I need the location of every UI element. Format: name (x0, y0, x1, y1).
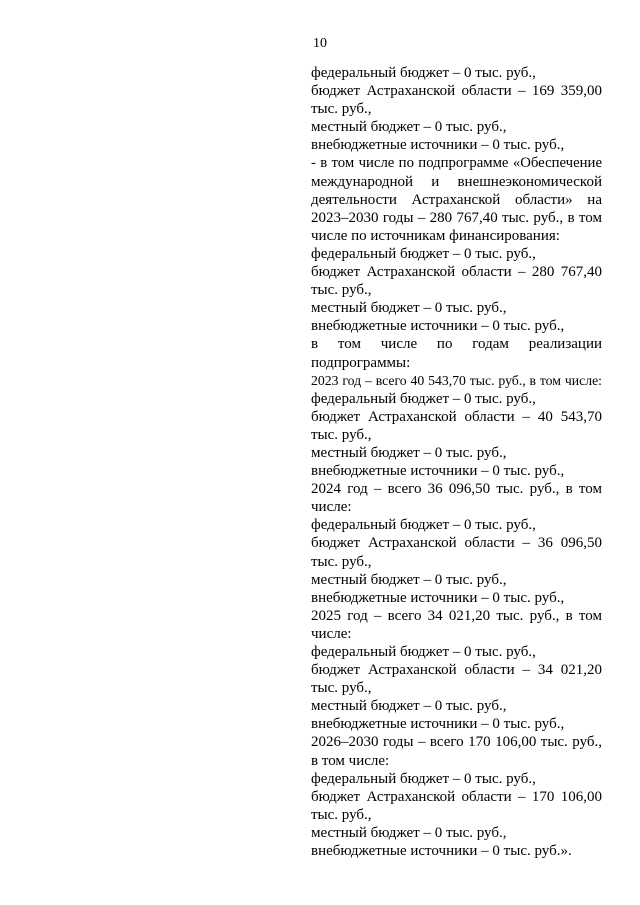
text-line: 2023–2030 годы – 280 767,40 тыс. руб., в том (311, 209, 602, 226)
text-line: внебюджетные источники – 0 тыс. руб., (311, 137, 565, 154)
document-body (311, 64, 602, 860)
text-line: федеральный бюджет – 0 тыс. руб., (311, 245, 536, 262)
text-line: тыс. руб., (311, 680, 372, 697)
text-line: федеральный бюджет – 0 тыс. руб., (311, 390, 536, 407)
text-line: местный бюджет – 0 тыс. руб., (311, 300, 507, 317)
text-line: 2024 год – всего 36 096,50 тыс. руб., в том (311, 481, 602, 498)
text-line: бюджет Астраханской области – 36 096,50 (311, 535, 602, 552)
text-line: бюджет Астраханской области – 280 767,40 (311, 264, 602, 281)
text-line: внебюджетные источники – 0 тыс. руб., (311, 716, 565, 733)
text-line: в том числе: (311, 752, 390, 769)
text-line: тыс. руб., (311, 426, 372, 443)
text-line: местный бюджет – 0 тыс. руб., (311, 824, 507, 841)
text-line: внебюджетные источники – 0 тыс. руб., (311, 589, 565, 606)
text-line: 2025 год – всего 34 021,20 тыс. руб., в том (311, 607, 602, 624)
text-line: числе по источникам финансирования: (311, 227, 560, 244)
text-line: 2023 год – всего 40 543,70 тыс. руб., в том числе: (311, 372, 602, 388)
text-line: внебюджетные источники – 0 тыс. руб.». (311, 843, 572, 860)
text-line: местный бюджет – 0 тыс. руб., (311, 119, 507, 136)
text-line: местный бюджет – 0 тыс. руб., (311, 444, 507, 461)
text-line: тыс. руб., (311, 282, 372, 299)
text-line: бюджет Астраханской области – 169 359,00 (311, 83, 602, 100)
text-line: в том числе по годам реализации (311, 336, 602, 353)
text-line: числе: (311, 499, 352, 516)
text-line: внебюджетные источники – 0 тыс. руб., (311, 463, 565, 480)
text-line: внебюджетные источники – 0 тыс. руб., (311, 318, 565, 335)
text-line: федеральный бюджет – 0 тыс. руб., (311, 770, 536, 787)
text-line: местный бюджет – 0 тыс. руб., (311, 571, 507, 588)
text-line: 2026–2030 годы – всего 170 106,00 тыс. руб., (311, 734, 602, 751)
text-line: федеральный бюджет – 0 тыс. руб., (311, 517, 536, 534)
text-line: числе: (311, 625, 352, 642)
text-line: международной и внешнеэкономической (311, 173, 602, 190)
text-line: бюджет Астраханской области – 34 021,20 (311, 662, 602, 679)
text-line: федеральный бюджет – 0 тыс. руб., (311, 644, 536, 660)
text-line: федеральный бюджет – 0 тыс. руб., (311, 65, 536, 81)
text-line: бюджет Астраханской области – 170 106,00 (311, 788, 602, 805)
text-line: подпрограммы: (311, 354, 411, 371)
text-line: - в том числе по подпрограмме «Обеспечение (311, 155, 602, 172)
text-line: тыс. руб., (311, 553, 372, 570)
text-line: бюджет Астраханской области – 40 543,70 (311, 408, 602, 425)
text-line: тыс. руб., (311, 101, 372, 118)
text-line: местный бюджет – 0 тыс. руб., (311, 698, 507, 715)
text-line: деятельности Астраханской области» на (311, 191, 602, 208)
text-line: тыс. руб., (311, 806, 372, 823)
page-number: 10 (313, 36, 327, 51)
